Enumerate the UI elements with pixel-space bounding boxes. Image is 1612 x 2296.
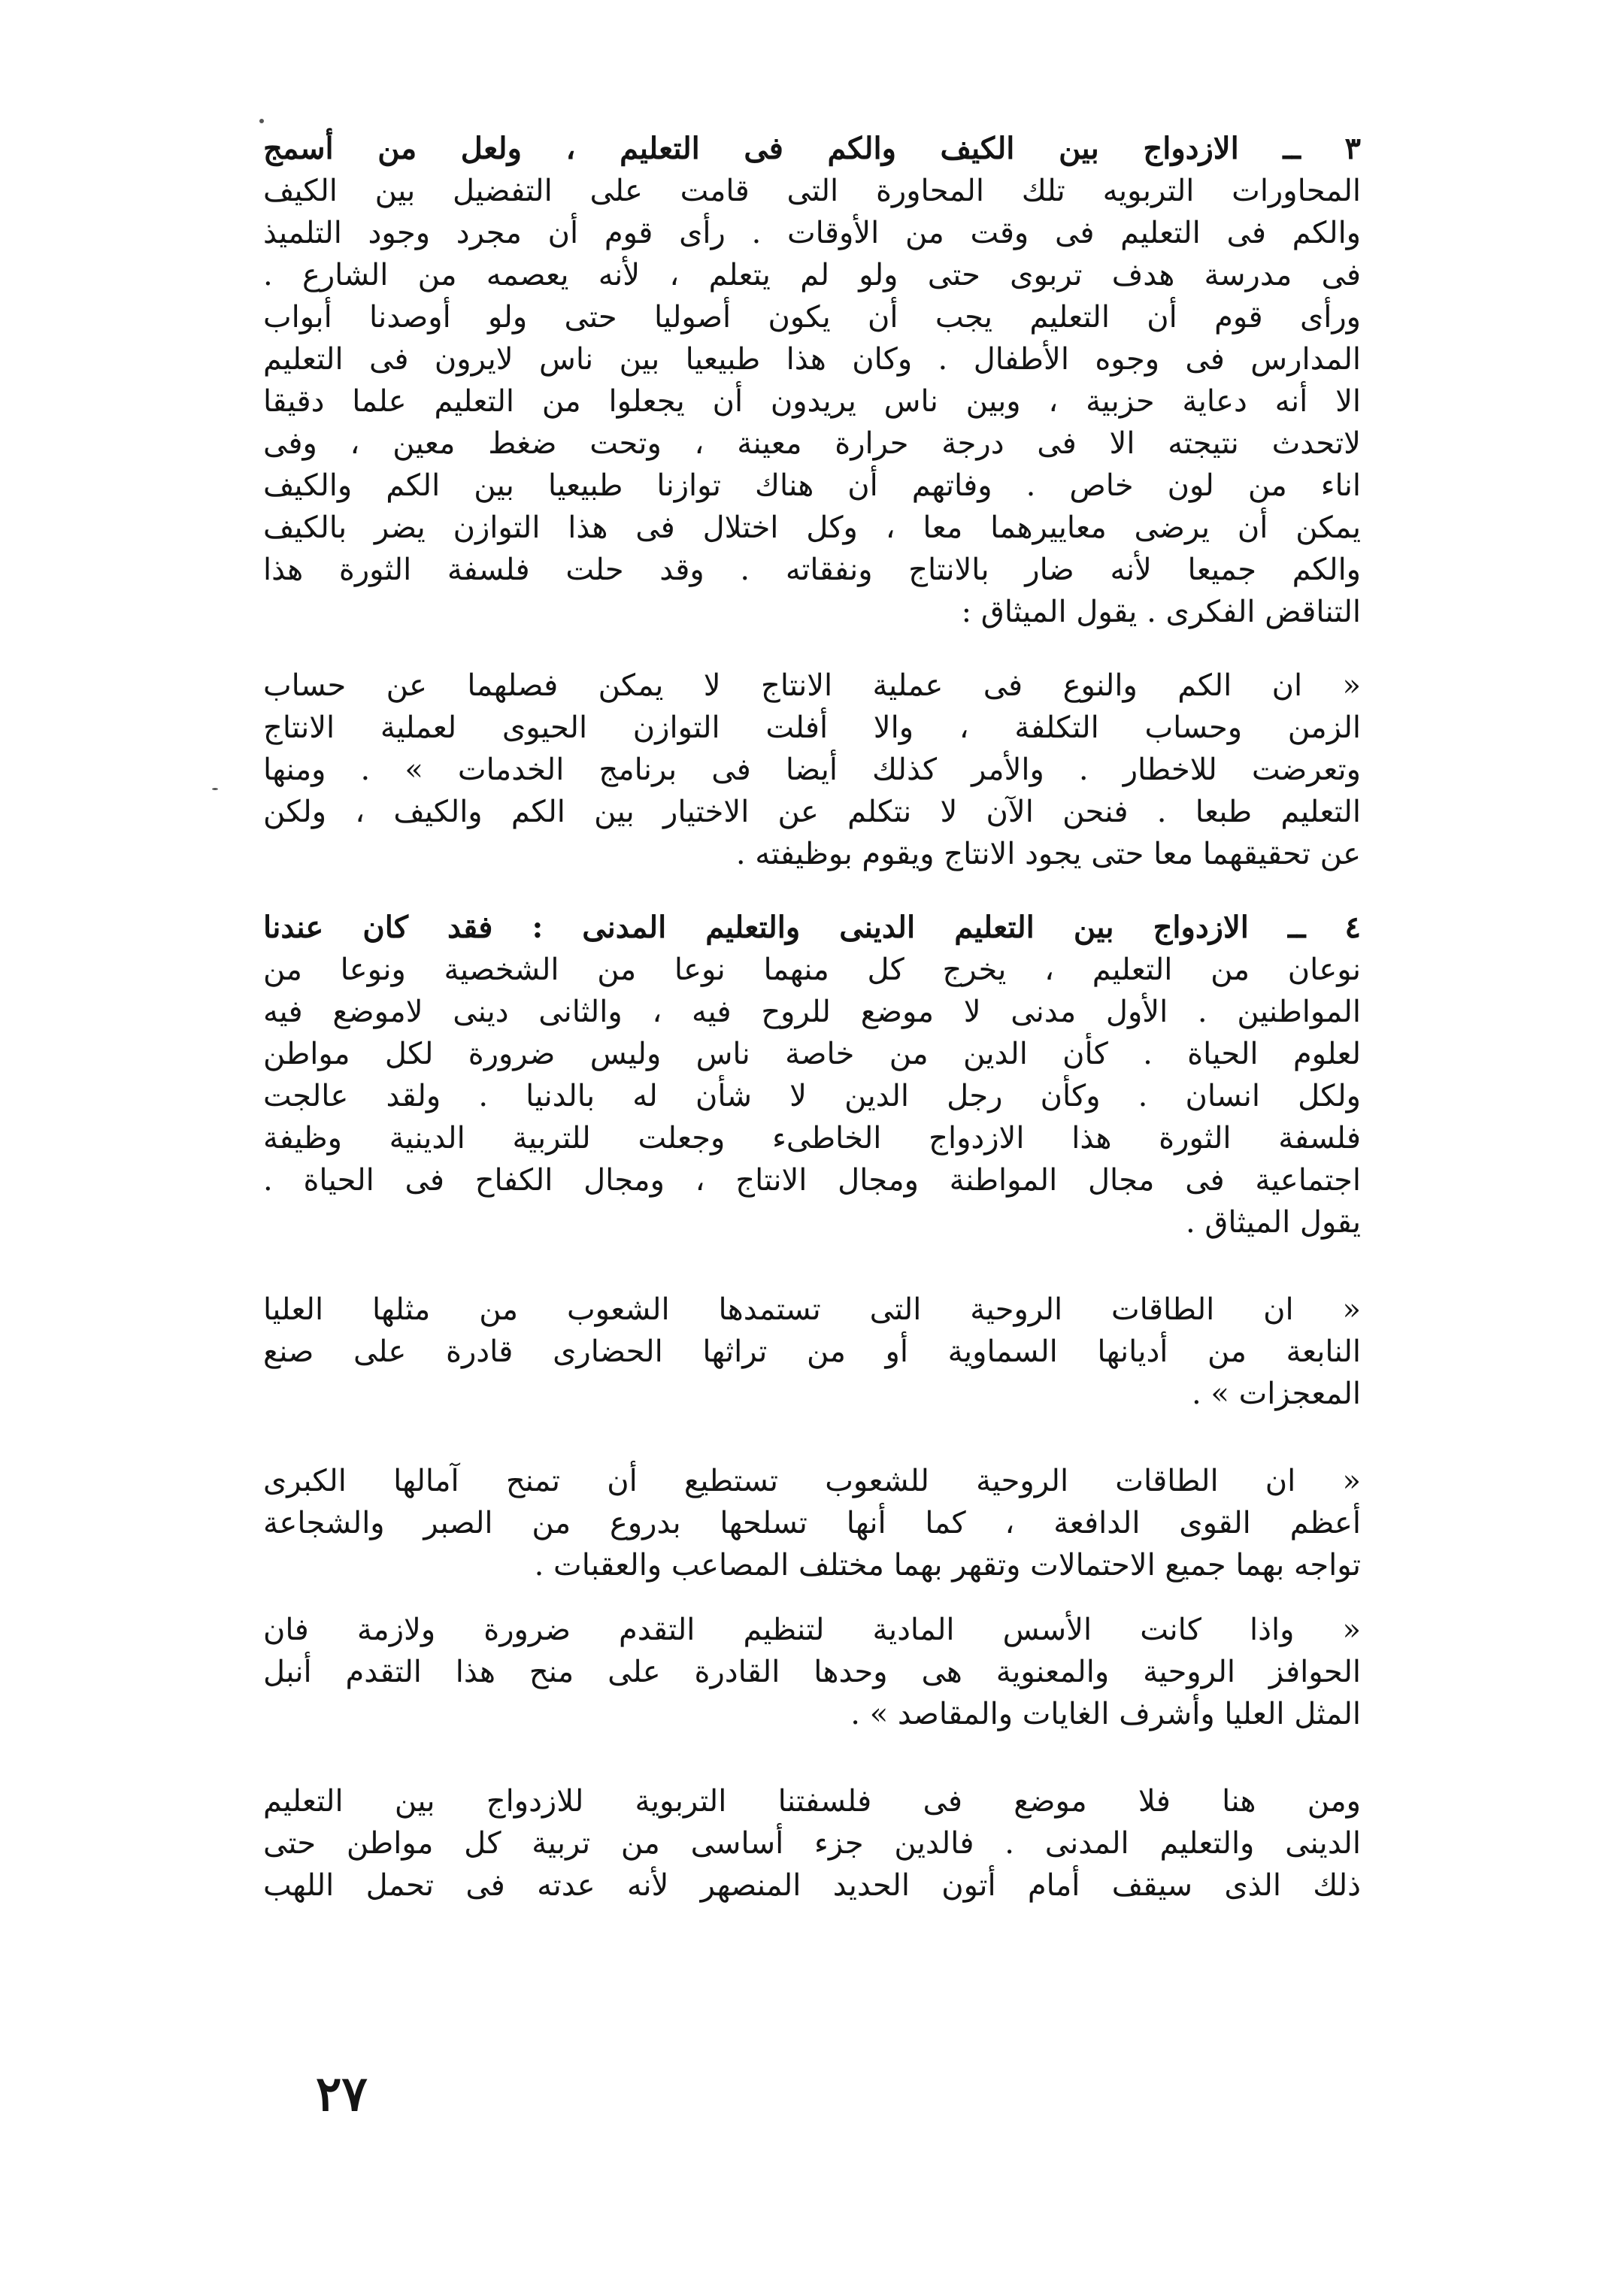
text-line: فلسفة الثورة هذا الازدواج الخاطىء وجعلت للتربية الدينية وظيفة	[263, 1121, 1361, 1156]
quote-mithaq-1	[263, 665, 1361, 875]
text-line: ورأى قوم أن التعليم يجب أن يكون أصوليا حتى ولو أوصدنا أبواب	[263, 300, 1361, 335]
text-line: الا أنه دعاية حزبية ، وبين ناس يريدون أن يجعلوا من التعليم علما دقيقا	[263, 384, 1361, 419]
text-line: الزمن وحساب التكلفة ، والا أفلت التوازن الحيوى لعملية الانتاج	[263, 710, 1361, 745]
text-line: الدينى والتعليم المدنى . فالدين جزء أساسى من تربية كل مواطن حتى	[263, 1826, 1361, 1861]
text-line: « ان الكم والنوع فى عملية الانتاج لا يمكن فصلهما عن حساب	[263, 668, 1361, 703]
text-line: المواطنين . الأول مدنى لا موضع للروح فيه ، والثانى دينى لاموضع فيه	[263, 995, 1361, 1029]
text-line: لعلوم الحياة . كأن الدين من خاصة ناس وليس ضرورة لكل مواطن	[263, 1037, 1361, 1071]
text-line: التعليم طبعا . فنحن الآن لا نتكلم عن الاختيار بين الكم والكيف ، ولكن	[263, 795, 1361, 829]
text-line: « ان الطاقات الروحية للشعوب تستطيع أن تمنح آمالها الكبرى	[263, 1464, 1361, 1498]
page-number: ٢٧	[316, 2066, 368, 2122]
text-line: ولكل انسان . وكأن رجل الدين لا شأن له بالدنيا . ولقد عالجت	[263, 1079, 1361, 1113]
paragraph-section-3	[263, 128, 1361, 633]
text-line: النابعة من أديانها السماوية أو من تراثها الحضارى قادرة على صنع	[263, 1334, 1361, 1369]
text-line: لاتحدث نتيجته الا فى درجة حرارة معينة ، وتحت ضغط معين ، وفى	[263, 426, 1361, 461]
section-3-heading-line: ٣ ــ الازدواج بين الكيف والكم فى التعليم ، ولعل من أسمج	[263, 131, 1361, 166]
text-line: المعجزات » .	[1192, 1377, 1361, 1411]
quote-mithaq-4	[263, 1609, 1361, 1735]
text-line: اجتماعية فى مجال المواطنة ومجال الانتاج ، ومجال الكفاح فى الحياة .	[263, 1163, 1361, 1198]
text-line: اناء من لون خاص . وفاتهم أن هناك توازنا طبيعيا بين الكم والكيف	[263, 468, 1361, 503]
text-line: نوعان من التعليم ، يخرج كل منهما نوعا من الشخصية ونوعا من	[263, 953, 1361, 987]
paragraph-section-4	[263, 907, 1361, 1243]
text-line: تواجه بهما جميع الاحتمالات وتقهر بهما مختلف المصاعب والعقبات .	[534, 1548, 1361, 1583]
text-line: ومن هنا فلا موضع فى فلسفتنا التربوية للازدواج بين التعليم	[263, 1784, 1361, 1819]
text-line: ذلك الذى سيقف أمام أتون الحديد المنصهر لأنه عدته فى تحمل اللهب	[263, 1868, 1361, 1903]
text-line: « ان الطاقات الروحية التى تستمدها الشعوب من مثلها العليا	[263, 1292, 1361, 1327]
text-line: والكم فى التعليم فى وقت من الأوقات . رأى قوم أن مجرد وجود التلميذ	[263, 216, 1361, 250]
quote-mithaq-2	[263, 1289, 1361, 1415]
scan-speck	[259, 119, 264, 123]
paragraph-conclusion	[263, 1780, 1361, 1907]
text-line: والكم جميعا لأنه ضار بالانتاج ونفقاته . وقد حلت فلسفة الثورة هذا	[263, 553, 1361, 587]
text-line: أعظم القوى الدافعة ، كما أنها تسلحها بدروع من الصبر والشجاعة	[263, 1506, 1361, 1540]
text-line: المثل العليا وأشرف الغايات والمقاصد » .	[850, 1697, 1361, 1731]
text-line: فى مدرسة هدف تربوى حتى ولو لم يتعلم ، لأنه يعصمه من الشارع .	[263, 258, 1361, 292]
text-line: التناقض الفكرى . يقول الميثاق :	[961, 595, 1361, 629]
section-4-heading-line: ٤ ــ الازدواج بين التعليم الدينى والتعليم المدنى : فقد كان عندنا	[263, 910, 1361, 945]
text-line: الحوافز الروحية والمعنوية هى وحدها القادرة على منح هذا التقدم أنبل	[263, 1655, 1361, 1689]
text-line: « واذا كانت الأسس المادية لتنظيم التقدم ضرورة ولازمة فان	[263, 1613, 1361, 1647]
text-line: المدارس فى وجوه الأطفال . وكان هذا طبيعيا بين ناس لايرون فى التعليم	[263, 342, 1361, 377]
text-line: عن تحقيقهما معا حتى يجود الانتاج ويقوم بوظيفته .	[735, 837, 1361, 871]
text-line: المحاورات التربويه تلك المحاورة التى قامت على التفضيل بين الكيف	[263, 174, 1361, 208]
text-body	[263, 128, 1361, 1907]
scan-speck	[212, 788, 218, 790]
quote-mithaq-3	[263, 1460, 1361, 1586]
text-line: يمكن أن يرضى معاييرهما معا ، وكل اختلال فى هذا التوازن يضر بالكيف	[263, 510, 1361, 545]
text-line: وتعرضت للاخطار . والأمر كذلك أيضا فى برنامج الخدمات » . ومنها	[263, 753, 1361, 787]
text-line: يقول الميثاق .	[1185, 1205, 1361, 1240]
